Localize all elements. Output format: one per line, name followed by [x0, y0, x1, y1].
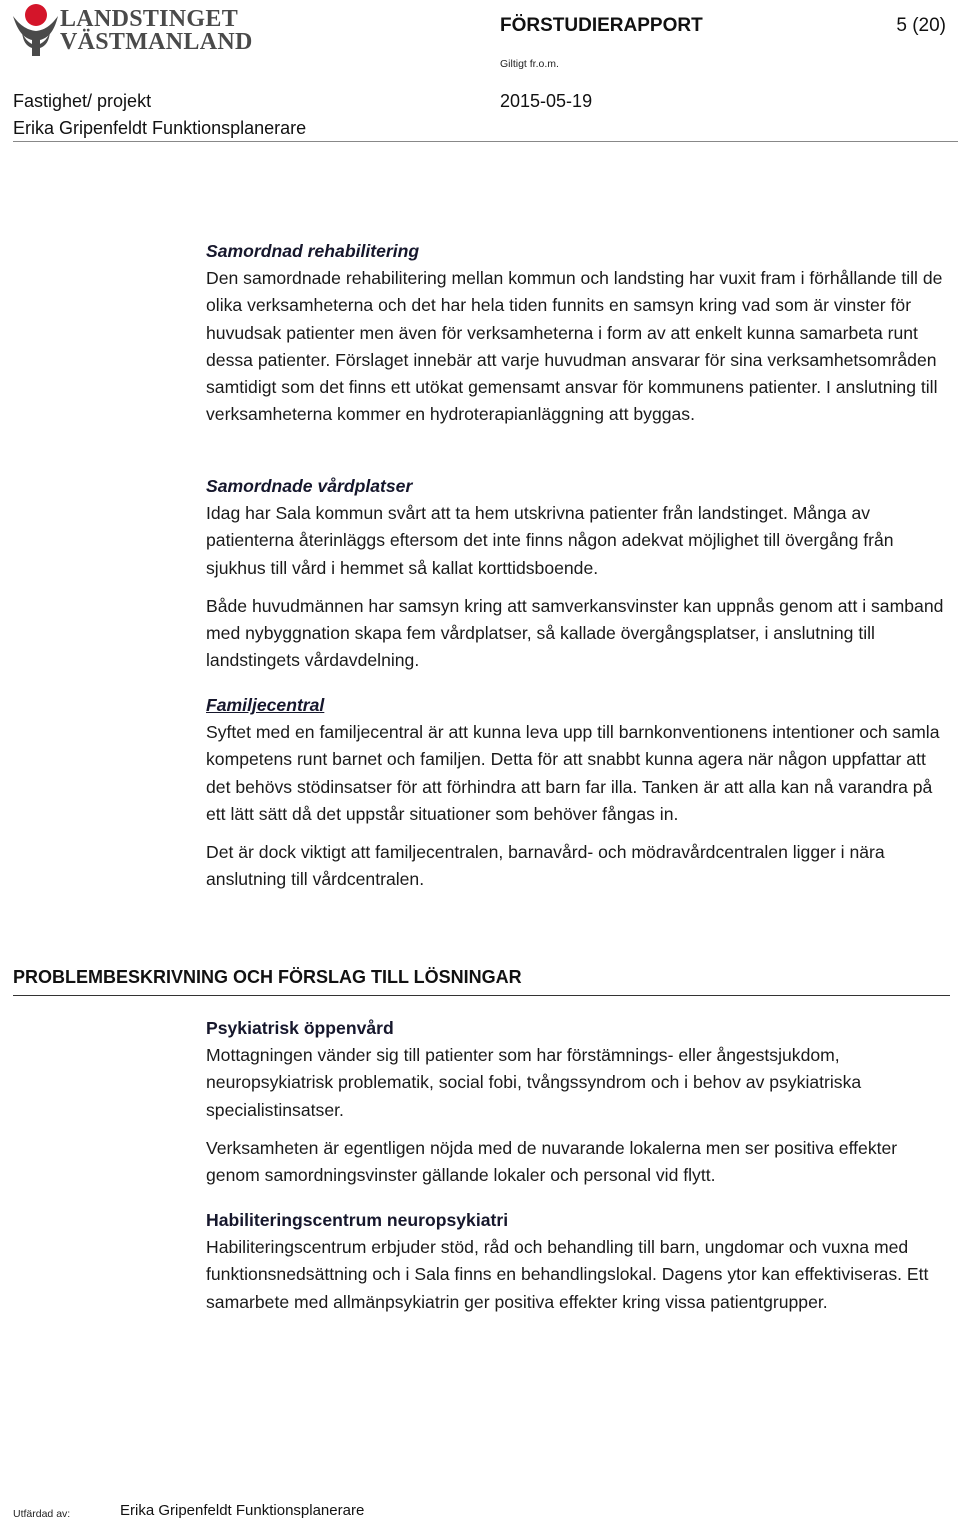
- valid-from-label: Giltigt fr.o.m.: [500, 58, 559, 70]
- header-divider: [13, 141, 958, 142]
- section-heading: Samordnade vårdplatser: [206, 476, 413, 496]
- logo-line-1: LANDSTINGET: [60, 6, 239, 32]
- section-body: Det är dock viktigt att familjecentralen, barnavård- och mödravårdcentralen ligger i nära anslutning till vårdcentralen.: [206, 842, 885, 890]
- landstinget-logo: [10, 2, 253, 58]
- section-body: Verksamheten är egentligen nöjda med de nuvarande lokalerna men ser positiva effekter genom samordningsvinster gällande lokaler och personal vid flytt.: [206, 1137, 898, 1186]
- section-heading: Familjecentral: [206, 695, 325, 715]
- section-care-places: [206, 473, 944, 674]
- section-body: Mottagningen vänder sig till patienter som har förstämnings- eller ångestsjukdom, neuropsykiatrisk problematik, social fobi, tvångssyndrom och i behov av psykiatriska specialistinsatser.: [206, 1045, 862, 1120]
- section-body: Idag har Sala kommun svårt att ta hem utskrivna patienter från landstinget. Många av patienterna återinläggs eftersom det inte finns någon adekvat möjlighet till övergång från sjukhus till vård i hemmet så kallat korttidsboende.: [206, 503, 894, 578]
- section-heading: Samordnad rehabilitering: [206, 241, 420, 261]
- section-body: Habiliteringscentrum erbjuder stöd, råd och behandling till barn, ungdomar och vuxna med funktionsnedsättning och i Sala finns en behandlingslokal. Dagens ytor kan effektiviseras. Ett samarbete med allmänpsykiatrin ger positiva effekter kring vissa patientgrupper.: [206, 1237, 929, 1312]
- logo-wordmark: [60, 8, 253, 54]
- document-type: FÖRSTUDIERAPPORT: [500, 15, 703, 36]
- section-body: Syftet med en familjecentral är att kunna leva upp till barnkonventionens intentioner och samla kompetens runt barnet och familjen. Detta för att snabbt kunna agera när någon uppfattar att det behövs stödinsatser för att förhindra att barn far illa. Tanken är att alla kan nå varandra på ett lätt sätt då det uppstår situationer som behöver fångas in.: [206, 722, 940, 824]
- section-psychiatry: [206, 1015, 944, 1189]
- logo-line-2: VÄSTMANLAND: [60, 29, 253, 55]
- section-body: Den samordnade rehabilitering mellan kommun och landsting har vuxit fram i förhållande till de olika verksamheterna och det har hela tiden funnits en samsyn kring vad som är vinster för huvudsak patienter men även för verksamheterna i form av att enkelt kunna samarbeta runt dessa patienter. Förslaget innebär att varje huvudman ansvarar för sina verksamhetsområden samtidigt som det finns ett utökat gemensamt ansvar för kommunens patienter. I anslutning till verksamheterna kommer en hydroterapianläggning att byggas.: [206, 268, 943, 425]
- author-name: Erika Gripenfeldt Funktionsplanerare: [13, 118, 307, 138]
- section-heading: Habiliteringscentrum neuropsykiatri: [206, 1210, 509, 1230]
- document-date: 2015-05-19: [500, 91, 593, 111]
- property-label: Fastighet/ projekt: [13, 91, 152, 111]
- section-body: Både huvudmännen har samsyn kring att samverkansvinster kan uppnås genom att i samband med nybyggnation skapa fem vårdplatser, så kallade övergångsplatser, i anslutning till landstingets vårdavdelning.: [206, 595, 944, 671]
- section-family-center: [206, 692, 944, 893]
- section-rehabilitation: [206, 238, 944, 428]
- page-number: 5 (20): [896, 15, 946, 36]
- section-habilitation: [206, 1207, 944, 1316]
- section-title-problems: PROBLEMBESKRIVNING OCH FÖRSLAG TILL LÖSNINGAR: [13, 967, 522, 987]
- section-heading: Psykiatrisk öppenvård: [206, 1018, 394, 1038]
- section-divider: [13, 995, 950, 996]
- issued-by-label: Utfärdad av:: [13, 1508, 71, 1520]
- issued-by-name: Erika Gripenfeldt Funktionsplanerare: [120, 1502, 365, 1519]
- logo-emblem-icon: [10, 2, 58, 58]
